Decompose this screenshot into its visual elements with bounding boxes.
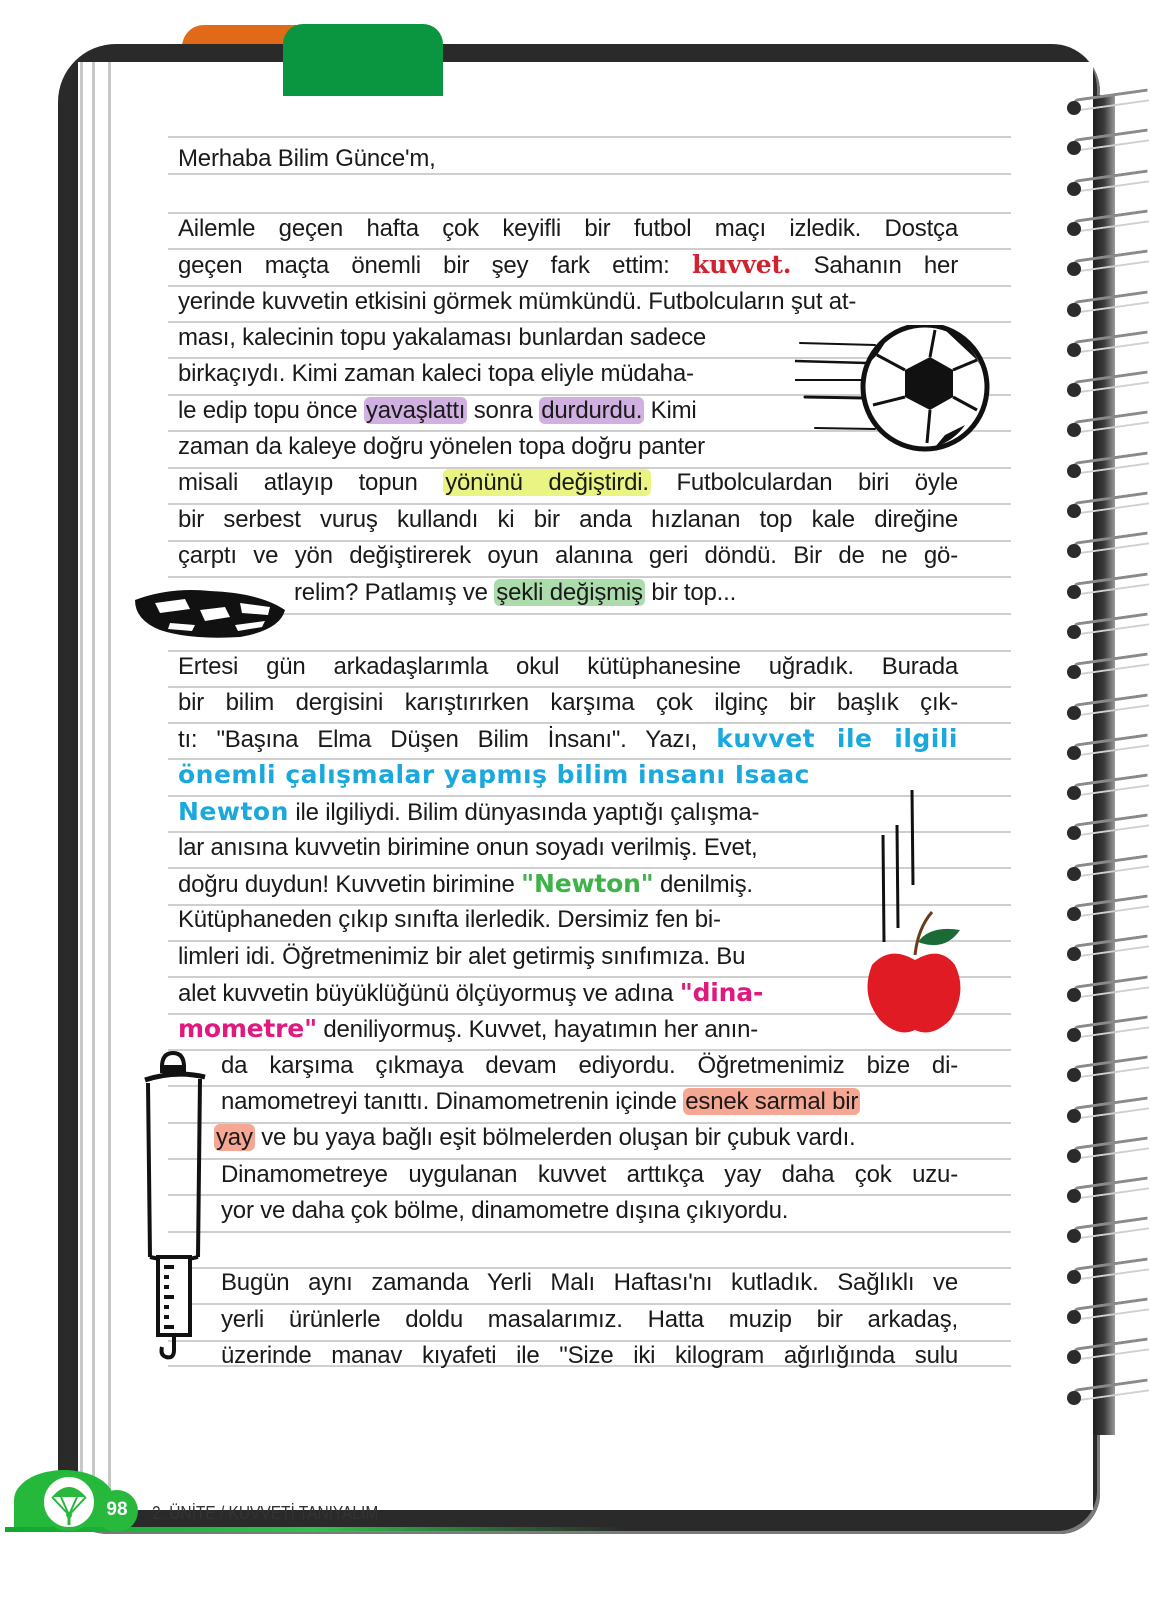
spiral-ring-icon: [1065, 297, 1151, 319]
spiral-ring-icon: [1065, 417, 1151, 439]
spiral-ring-icon: [1065, 216, 1151, 238]
spiral-ring-icon: [1065, 579, 1151, 601]
paragraph-line: Dinamometreye uygulanan kuvvet arttıkça yay daha çok uzu-: [221, 1161, 958, 1188]
ruled-line: [168, 613, 1011, 615]
paragraph-line: da karşıma çıkmaya devam ediyordu. Öğretmenimiz bize di-: [221, 1052, 958, 1079]
margin-line: [92, 62, 95, 1510]
keyword-kuvvet: kuvvet.: [691, 250, 792, 279]
spiral-ring-icon: [1065, 1344, 1151, 1366]
paragraph-line: zaman da kaleye doğru yönelen topa doğru panter: [178, 433, 705, 460]
green-tab: [283, 24, 443, 96]
spiral-ring-icon: [1065, 780, 1151, 802]
paragraph-line: lar anısına kuvvetin birimine onun soyadı verilmiş. Evet,: [178, 834, 758, 861]
paragraph-line: yerinde kuvvetin etkisini görmek mümkündü. Futbolcuların şut at-: [178, 288, 857, 315]
highlight-yavaslatti: yavaşlattı: [365, 397, 466, 424]
keyword-cyan: kuvvet ile ilgili: [716, 724, 958, 753]
keyword-newton-unit: "Newton": [521, 869, 654, 898]
spiral-ring-icon: [1065, 256, 1151, 278]
parachute-icon: [40, 1473, 98, 1531]
spiral-ring-icon: [1065, 176, 1151, 198]
paragraph-line: limleri idi. Öğretmenimiz bir alet getirmiş sınıfımıza. Bu: [178, 943, 746, 970]
spiral-ring-icon: [1065, 1062, 1151, 1084]
paragraph-line: üzerinde manav kıyafeti ile "Size iki kilogram ağırlığında sulu: [221, 1342, 958, 1369]
paragraph-line: le edip topu önce yavaşlattı sonra durdurdu. Kimi: [178, 397, 697, 424]
keyword-cyan: önemli çalışmalar yapmış bilim insanı Isaac: [178, 760, 810, 789]
spiral-ring-icon: [1065, 700, 1151, 722]
spiral-ring-icon: [1065, 458, 1151, 480]
paragraph-line: ması, kalecinin topu yakalaması bunlardan sadece: [178, 324, 707, 351]
paragraph-line: çarptı ve yön değiştirerek oyun alanına geri döndü. Bir de ne gö-: [178, 542, 958, 569]
spiral-ring-icon: [1065, 1103, 1151, 1125]
spiral-ring-icon: [1065, 95, 1151, 117]
spiral-ring-icon: [1065, 740, 1151, 762]
spiral-ring-icon: [1065, 1304, 1151, 1326]
paragraph-line: yor ve daha çok bölme, dinamometre dışına çıkıyordu.: [221, 1197, 789, 1224]
spiral-ring-icon: [1065, 619, 1151, 641]
dynamometer-icon: [140, 1045, 210, 1360]
spiral-ring-icon: [1065, 901, 1151, 923]
paragraph-line: Ailemle geçen hafta çok keyifli bir futbol maçı izledik. Dostça: [178, 215, 958, 242]
margin-line: [108, 62, 111, 1510]
greeting: Merhaba Bilim Günce'm,: [178, 145, 436, 172]
paragraph-line: birkaçıydı. Kimi zaman kaleci topa eliyle müdaha-: [178, 360, 694, 387]
spiral-ring-icon: [1065, 861, 1151, 883]
spiral-ring-icon: [1065, 982, 1151, 1004]
paragraph-line: doğru duydun! Kuvvetin birimine "Newton" denilmiş.: [178, 869, 753, 898]
paragraph-line: yay ve bu yaya bağlı eşit bölmelerden oluşan bir çubuk vardı.: [216, 1124, 856, 1151]
paragraph-line: yerli ürünlerle doldu masalarımız. Hatta muzip bir arkadaş,: [221, 1306, 958, 1333]
highlight-yay: yay: [216, 1124, 253, 1151]
paragraph-line: mometre" deniliyormuş. Kuvvet, hayatımın her anın-: [178, 1014, 759, 1043]
paragraph-line: bir serbest vuruş kullandı ki bir anda hızlanan top kale direğine: [178, 506, 958, 533]
paragraph-line: relim? Patlamış ve şekli değişmiş bir top...: [294, 579, 737, 606]
spiral-binding: [1065, 95, 1151, 1425]
paragraph-line: tı: "Başına Elma Düşen Bilim İnsanı". Yazı, kuvvet ile ilgili: [178, 724, 958, 753]
deflated-ball-icon: [130, 585, 290, 640]
paragraph-line: Newton ile ilgiliydi. Bilim dünyasında yaptığı çalışma-: [178, 797, 760, 826]
highlight-sekli-degismis: şekli değişmiş: [496, 579, 643, 606]
paragraph-line: bir bilim dergisini karıştırırken karşıma çok ilginç bir başlık çık-: [178, 689, 958, 716]
spiral-ring-icon: [1065, 659, 1151, 681]
paragraph-line: Ertesi gün arkadaşlarımla okul kütüphanesine uğradık. Burada: [178, 653, 958, 680]
footer-bar: [5, 1527, 625, 1532]
paragraph-line: Bugün aynı zamanda Yerli Malı Haftası'nı kutladık. Sağlıklı ve: [221, 1269, 958, 1296]
spiral-ring-icon: [1065, 135, 1151, 157]
spiral-ring-icon: [1065, 1223, 1151, 1245]
ruled-line: [168, 1231, 1011, 1233]
spiral-ring-icon: [1065, 1385, 1151, 1407]
page-number: 98: [96, 1490, 138, 1532]
soccer-ball-icon: [795, 325, 990, 455]
keyword-dinamometre: "dina-: [679, 978, 764, 1007]
apple-icon: [860, 780, 970, 1040]
paragraph-line: misali atlayıp topun yönünü değiştirdi. Futbolculardan biri öyle: [178, 469, 958, 496]
keyword-dinamometre: mometre": [178, 1014, 317, 1043]
paragraph-line: Kütüphaneden çıkıp sınıfta ilerledik. Dersimiz fen bi-: [178, 906, 721, 933]
paragraph-line: geçen maçta önemli bir şey fark ettim: kuvvet. Sahanın her: [178, 250, 958, 279]
ruled-line: [168, 136, 1011, 138]
spiral-ring-icon: [1065, 1022, 1151, 1044]
paragraph-line: [178, 760, 810, 790]
spiral-ring-icon: [1065, 1183, 1151, 1205]
spiral-ring-icon: [1065, 337, 1151, 359]
highlight-yonunu-degistirdi: yönünü değiştirdi.: [445, 469, 649, 496]
paragraph-line: namometreyi tanıttı. Dinamometrenin içinde esnek sarmal bir: [221, 1088, 859, 1115]
unit-title: 2. ÜNİTE / KUVVETİ TANIYALIM: [152, 1503, 379, 1523]
spiral-ring-icon: [1065, 941, 1151, 963]
margin-line: [80, 62, 83, 1510]
spiral-ring-icon: [1065, 538, 1151, 560]
spiral-ring-icon: [1065, 1264, 1151, 1286]
keyword-newton: Newton: [178, 797, 289, 826]
spiral-ring-icon: [1065, 498, 1151, 520]
spiral-ring-icon: [1065, 820, 1151, 842]
spiral-ring-icon: [1065, 377, 1151, 399]
highlight-esnek-sarmal: esnek sarmal bir: [685, 1088, 859, 1115]
spiral-ring-icon: [1065, 1143, 1151, 1165]
highlight-durdurdu: durdurdu.: [541, 397, 643, 424]
paragraph-line: alet kuvvetin büyüklüğünü ölçüyormuş ve adına "dina-: [178, 978, 764, 1007]
